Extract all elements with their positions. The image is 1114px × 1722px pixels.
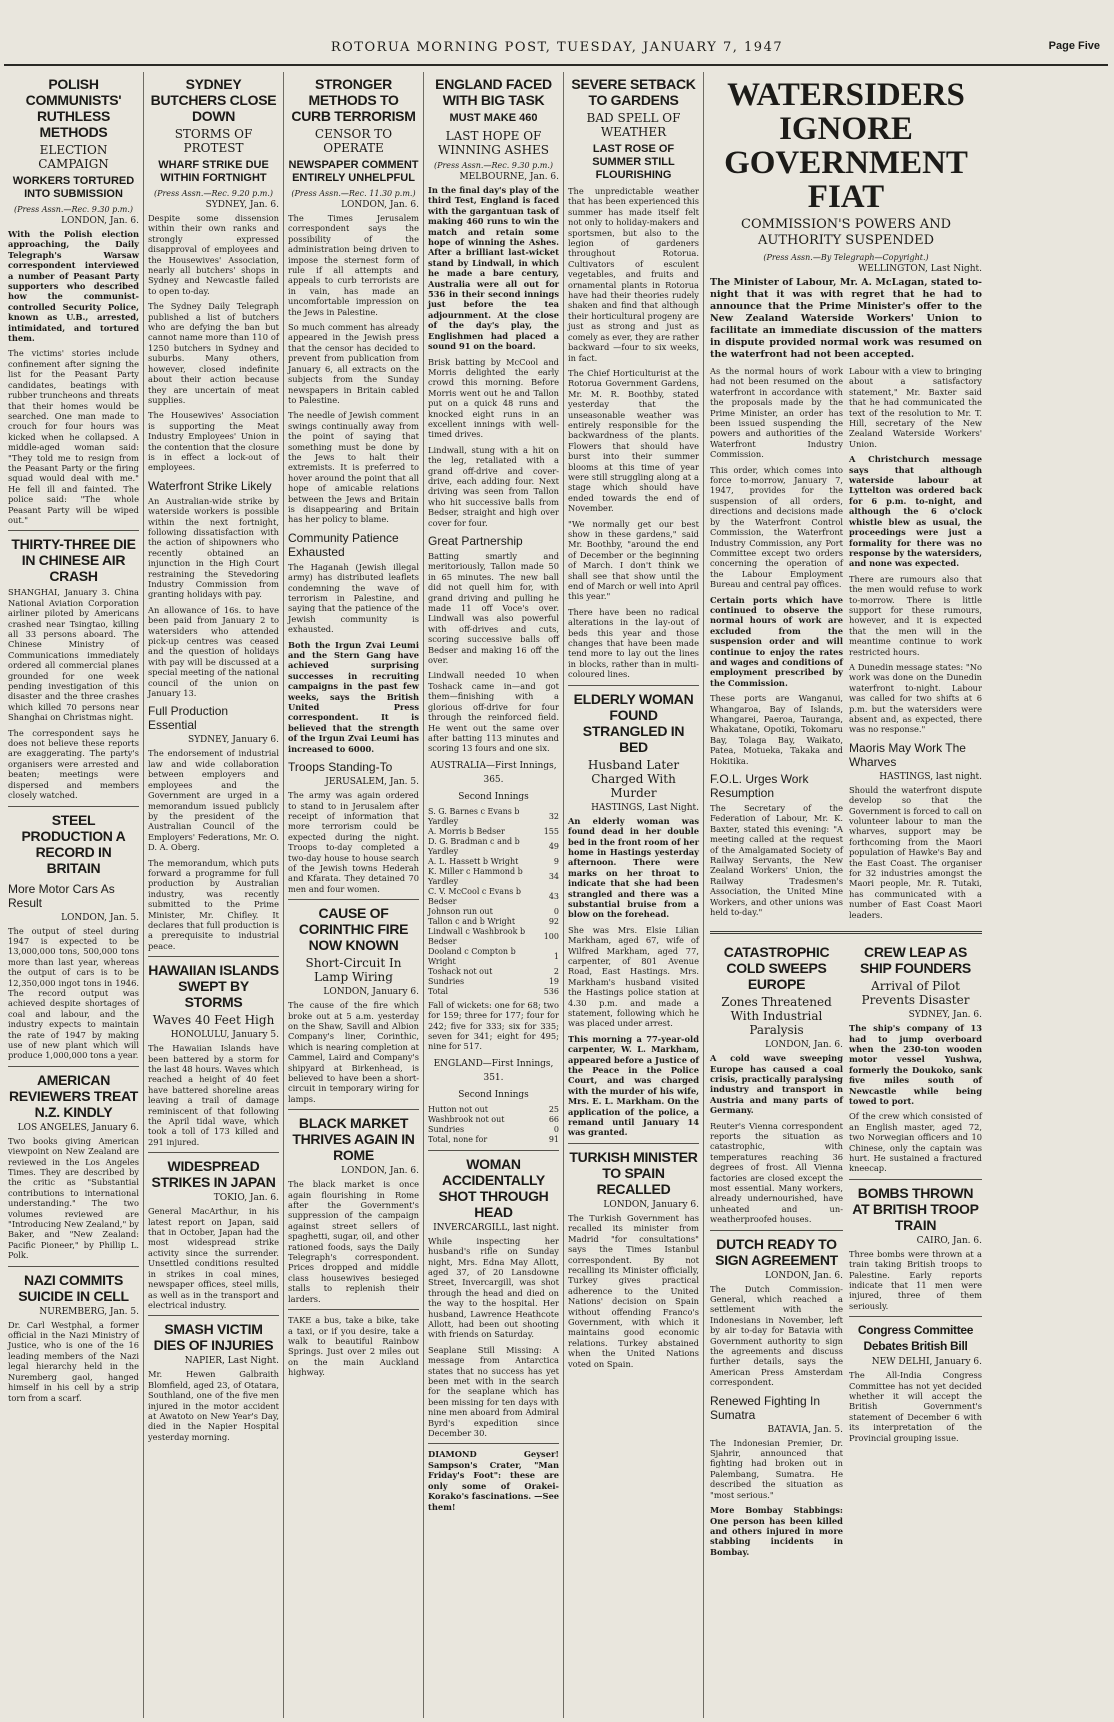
divider [8,530,139,531]
paragraph: The Hawaiian Islands have been battered by a storm for the last 48 hours. Waves which reached a height of 40 feet have battered shoreline areas leaving a trail of damage reminiscent of that following the April tidal wave, which took a toll of 173 killed and 291 injured. [148,1043,279,1147]
subhead: CENSOR TO OPERATE [314,127,393,155]
subcolumn-right [849,366,982,925]
score-row: S. G. Barnes c Evans b Yardley 32 [428,806,559,826]
headline-polish: POLISH COMMUNISTS' RUTHLESS METHODS [25,76,122,140]
dateline: MELBOURNE, Jan. 6. [459,172,559,182]
headline-butchers: SYDNEY BUTCHERS CLOSE DOWN [150,76,277,124]
paragraph: Fall of wickets: one for 68; two for 159; three for 177; four for 242; five for 333; six for 335; seven for 341; eight for 495; nine for 517. [428,999,559,1052]
divider [148,956,279,957]
paragraph: The memorandum, which puts forward a programme for full production by Australian industry, was recently submitted to the Prime Minister, Mr. Chifley. It declares that full production is a prerequisite to industrial peace. [148,857,279,951]
section-head: Great Partnership [428,534,523,548]
score-row: Dooland c Compton b Wright 1 [428,946,559,966]
headline-reviewers: AMERICAN REVIEWERS TREAT N.Z. KINDLY [8,1071,139,1120]
divider [849,1179,982,1180]
dateline: JERUSALEM, Jan. 5. [325,777,419,788]
column-4 [424,72,564,1718]
divider [148,1152,279,1153]
score-row: A. Morris b Bedser 155 [428,826,559,836]
score-row: A. L. Hassett b Wright 9 [428,856,559,866]
subhead: Short-Circuit In Lamp Wiring [305,956,402,985]
lead-paragraph: The Minister of Labour, Mr. A. McLagan, stated to-night that it was with regret that he had to announce that the Prime Minister's offer to the New Zealand Waterside Workers' Union to facilitate an immediate discussion of the matters in dispute provided normal work was resumed on the waterfront had not been accepted. [710,277,982,360]
paragraph: Labour with a view to bringing about a satisfactory statement," Mr. Baxter said that he had communicated the text of the resolution to Mr. T. Hill, secretary of the New Zealand Waterside Workers' Union. [849,366,982,449]
paragraph: These ports are Wanganui, Whangaroa, Bay of Islands, Whangarei, Paeroa, Tauranga, Whakatane, Opotiki, Tokomaru Bay, Tolaga Bay, Waikato, Patea, Motueka, Takaka and Hokitika. [710,693,843,766]
paragraph: The Haganah (Jewish illegal army) has distributed leaflets condemning the wave of terrorism in Palestine, and saying that the patience of the Jewish community is exhausted. [288,561,419,635]
divider [288,1109,419,1110]
divider [428,1150,559,1151]
dateline: LONDON, January 6. [603,1199,699,1210]
paragraph: The victims' stories include confinement after signing the list for the Peasant Party candidates, beatings with rubber truncheons and threats that their homes would be searched. One man made to crouch for four hours was kicked when he collapsed. A middle-aged woman said: "They told me to resign from the Peasant Party or the firing squad would deal with me." He fell ill and fainted. The police said: "The whole Peasant Party will be wiped out." [8,348,139,525]
scorecard-title: ENGLAND—First Innings, 351. [433,1058,554,1083]
paragraph: Despite some dissension within their own ranks and strongly expressed disapproval of employees and the Housewives' Association, nearly all butchers' shops in Sydney and Newcastle failed to open to-day. [148,213,279,296]
advert-rainbow-springs: TAKE a bus, take a bike, take a taxi, or if you desire, take a walk to beautiful Rainbow Springs. Just over 2 miles out on the main Auckland highway. [288,1315,419,1378]
paragraph: The Times Jerusalem correspondent says the possibility of the administration being driven to impose the sternest form of rule if all attempts and appeals to curb terrorists are in vain, has made an uncomfortable impression on the Jews in Palestine. [288,213,419,317]
score-row: D. G. Bradman c and b Yardley 49 [428,836,559,856]
subhead: Zones Threatened With Industrial Paralysis [721,995,832,1038]
paragraph: Lindwall needed 10 when Toshack came in—and got them—finishing with a glorious off-drive for four through the reinforced field. He went out the same over after batting 113 minutes and scoring 13 fours and one six. [428,670,559,754]
divider [288,1309,419,1310]
paragraph: The Sydney Daily Telegraph published a list of butchers who are defying the ban but cannot name more than 110 of 1250 butchers in Sydney and suburbs. Many others, however, closed indefinite about their action because they are uncertain of meat supplies. [148,301,279,405]
paragraph: The needle of Jewish comment swings continually away from the point of saying that something must be done by the Jews to halt their extremists. It is preferred to hover around the point that all hope of amicable relations between the Jews and Britain is disappearing and Britain has her policy to blame. [288,410,419,525]
columns [4,72,1108,1718]
subhead: Husband Later Charged With Murder [587,757,680,800]
paragraph: The Secretary of the Federation of Labour, Mr. K. Baxter, stated this evening: "A meeting called at the request of the Amalgamated Society of Railway Servants, the New Zealand Workers' Union, the Railway Tradesmen's Association, the United Mine Workers, and other unions was held to-day." [710,803,843,918]
paragraph: Two books giving American viewpoint on New Zealand are reviewed in the Los Angeles Times. They are described by the critic as "Substantial contributions to international understanding." The two volumes reviewed are "Introducing New Zealand," by Baker, and "New Zealand: Pacific Pioneer," by Phillip L. Polk. [8,1135,139,1261]
dateline: LONDON, Jan. 6. [341,200,419,210]
dek: NEWSPAPER COMMENT ENTIRELY UNHELPFUL [288,159,419,184]
dateline: HONOLULU, January 5. [170,1030,279,1041]
paragraph: An elderly woman was found dead in her double bed in the front room of her home in Hastings yesterday afternoon. There were marks on her throat to indicate that she had been strangled and there was a substantial bruise from a blow on the forehead. [568,815,699,920]
dek: MUST MAKE 460 [449,112,538,124]
paragraph: SHANGHAI, January 3. China National Aviation Corporation airliner piloted by Americans crashed near Tsingtao, killing all 33 persons aboard. The Chinese Ministry of Communications immediately ordered all commercial planes grounded for one week pending investigation of this disaster and the three crashes which killed 70 persons near Shanghai on Christmas night. [8,587,139,723]
divider [710,931,982,934]
headline-japan-strikes: WIDESPREAD STRIKES IN JAPAN [151,1158,276,1191]
paragraph: The Turkish Government has recalled its minister from Madrid "for consultations" says the Times Istanbul correspondent. By not recalling its Minister officially, Turkey gives practical adherence to the United Nations' decision on Spain without offending Franco's Government, with which it maintains good economic relations. Turkey abstained when the United Nations voted on Spain. [568,1212,699,1369]
subhead: Waves 40 Feet High [152,1013,275,1028]
advert-orakei-korako: DIAMOND Geyser! Sampson's Crater, "Man Friday's Foot": these are only some of Orakei-Korako's fascinations. —See them! [428,1449,559,1512]
dateline: NUREMBERG, Jan. 5. [39,1306,139,1317]
column-3 [284,72,424,1718]
paragraph: The output of steel during 1947 is expected to be 13,000,000 tons, 500,000 tons more than last year, whereas the output of cars is to be 12,350,000 ingot tons in 1946. The record output was achieved despite shortages of coal and labour, and the industry expects to maintain the rate of 1947 by making use of new plant which will produce 1,000,000 tons a year. [8,925,139,1061]
paragraph: There have been no radical alterations in the lay-out of beds this year and those changes that have been made tend more to lay out the lines in blocks, rather than in multi-coloured lines. [568,606,699,680]
two-column-body [710,366,982,925]
score-row: Johnson run out 0 [428,906,559,916]
headline-steel: STEEL PRODUCTION A RECORD IN BRITAIN [21,811,126,876]
dateline: CAIRO, Jan. 6. [916,1235,982,1246]
paragraph: In the final day's play of the third Test, England is faced with the gargantuan task of making 460 runs to win the match and retain some hope of winning the Ashes. After a brilliant last-wicket stand by Lindwall, in which he made a bare century, Australia were all out for 536 in their second innings just before the tea adjournment. At the close of the day's play, the Englishmen had placed a sound 91 on the board. [428,185,559,352]
subcolumn-right [849,940,982,1562]
headline-air-crash: THIRTY-THREE DIE IN CHINESE AIR CRASH [11,536,136,585]
headline-bombs: BOMBS THROWN AT BRITISH TROOP TRAIN [852,1184,979,1233]
paragraph: The black market is once again flourishing in Rome after the Government's suppression of the campaign against street sellers of spaghetti, sugar, oil, and other rationed foods, says the Daily Telegraph's correspondent. Prices dropped and middle class housewives besieged stalls to replenish their larders. [288,1179,419,1304]
score-row: Lindwall c Washbrook b Bedser 100 [428,926,559,946]
paragraph: Dr. Carl Westphal, a former official in the Nazi Ministry of Justice, who is one of the 16 leading members of the Nazi legal hierarchy held in the Nuremberg gaol, hanged himself in his cell by a strip torn from a scarf. [8,1319,139,1403]
paragraph: This morning a 77-year-old carpenter, W. L. Markham, appeared before a Justice of the Peace in the Police Court, and was charged with the murder of his wife, Mrs. E. L. Markham. On the application of the police, a remand until January 14 was granted. [568,1033,699,1138]
paragraph: A Dunedin message states: "No work was done on the Dunedin waterfront to-night. Labour was called for two shifts at 6 p.m. but the watersiders were absent and, as expected, there was no response." [849,661,982,735]
paragraph: Certain ports which have continued to observe the normal hours of work are excluded from the suspension order and will continue to enjoy the rates and wages and conditions of employment prescribed by the Commission. [710,594,843,688]
dateline: LOS ANGELES, January 6. [17,1122,139,1133]
dateline: SYDNEY, Jan. 6. [908,1010,982,1021]
section-head: Community Patience Exhausted [288,530,399,559]
scorecard-subtitle: Second Innings [458,791,529,802]
paragraph: While inspecting her husband's rifle on Sunday night, Mrs. Edna May Allott, aged 37, of 20 Lansdowne Street, Invercargill, was shot through the head and died on the way to the hospital. Her husband, Lawrence Heathcote Allott, had been out shooting with friends on Saturday. [428,1235,559,1340]
score-row: Sundries 0 [428,1124,559,1134]
column-5 [564,72,704,1718]
paragraph: An allowance of 16s. to have been paid from January 2 to watersiders who attended pick-up centres was ceased and the question of holidays with pay will be discussed at a special meeting of the national council of the union on January 13. [148,604,279,699]
dek: LAST ROSE OF SUMMER STILL FLOURISHING [592,143,675,181]
paragraph: The endorsement of industrial law and wide collaboration between employers and employees and the Government are urged in a memorandum issued publicly by the president of the Australian Council of the Employers' Federations, Mr. O. D. A. Oberg. [148,748,279,853]
scorecard-subtitle: Second Innings [458,1089,529,1100]
paragraph: Seaplane Still Missing: A message from Antarctica states that no success has yet been met with in the search for the seaplane which has been missing for ten days with nine men aboard from Admiral Byrd's expedition since December 30. [428,1344,559,1439]
headline-dutch: DUTCH READY TO SIGN AGREEMENT [715,1235,838,1268]
paragraph: Three bombs were thrown at a train taking British troops to Palestine. Early reports indicate that 11 men were injured, three of them seriously. [849,1248,982,1311]
subhead: Arrival of Pilot Prevents Disaster [861,979,970,1008]
paragraph: Should the waterfront dispute develop so that the Government is forced to call on volunteer labour to man the wharves, support may be forthcoming from the Maori population of Hawke's Bay and the East Coast. The organiser for 32 industries amongst the Maori people, Mr. R. Tutaki, has communicated with a number of East Coast Maori leaders. [849,784,982,920]
headline-hawaii: HAWAIIAN ISLANDS SWEPT BY STORMS [148,962,279,1011]
paragraph: So much comment has already appeared in the Jewish press that the censor has decided to prevent from publication from January 6, all extracts on the subjects from the Sunday newspapers in Britain cabled to Palestine. [288,322,419,405]
paragraph: A Christchurch message says that although waterside labour at Lyttelton was ordered back for 6 p.m. to-night, and although the 6 o'clock whistle blew as usual, the proceedings were just a formality for there was no response by the watersiders, and none was expected. [849,454,982,569]
credit: (Press Assn.—Rec. 11.30 p.m.) [291,189,416,198]
paragraph: As the normal hours of work had not been resumed on the waterfront in accordance with the proposals made by the Prime Minister, an order has been issued suspending the powers and authorities of the Waterfront Industry Commission. [710,366,843,460]
score-row: Sundries 19 [428,976,559,986]
paragraph: This order, which comes into force to-morrow, January 7, 1947, provides for the suspension of all orders, directions and decisions made by the Waterfront Control Commission, the Waterfront Industry Commission, any Port Committee except two orders concerning the operation of the Labour Employment Bureau and central pay offices. [710,464,843,590]
credit: (Press Assn.—By Telegraph—Copyright.) [763,253,929,262]
headline-corinthic: CAUSE OF CORINTHIC FIRE NOW KNOWN [298,905,409,954]
subhead: BAD SPELL OF WEATHER [586,111,681,139]
paragraph: "We normally get our best show in these gardens," said Mr. Boothby, "around the end of December or the beginning of March. I don't think we shall see that show until the end of March or well into April this year." [568,518,699,602]
paragraph: Brisk batting by McCool and Morris delighted the early crowd this morning. Before Morris went out he and Tallon put on a quick 48 runs and knocked eight runs in an excellent innings with well-timed drives. [428,356,559,440]
paragraph: More Bombay Stabbings: One person has been killed and others injured in more stabbing incidents in Bombay. [710,1505,843,1557]
divider [8,1066,139,1067]
column-6 [704,72,988,1718]
paragraph: The ship's company of 13 had to jump overboard when the 230-ton wooden motor vessel Yushwa, formerly the Doukoko, sank five miles south of Newcastle while being towed to port. [849,1023,982,1106]
dateline: WELLINGTON, Last Night. [857,264,982,274]
paragraph: The Indonesian Premier, Dr. Sjahrir, announced that fighting had broken out in Palembang, Sumatra. He described the situation as "most serious." [710,1437,843,1500]
section-head: Renewed Fighting In Sumatra [710,1393,821,1422]
score-row: Washbrook not out 66 [428,1114,559,1124]
divider [8,1266,139,1267]
subhead: ELECTION CAMPAIGN [38,143,109,171]
dek: WORKERS TORTURED INTO SUBMISSION [12,175,135,200]
paragraph: The correspondent says he does not believe these reports are exaggerating. The party's organisers were arrested and beaten; meetings were dispersed and members closely watched. [8,727,139,801]
paragraph: With the Polish election approaching, the Daily Telegraph's Warsaw correspondent interviewed a number of Peasant Party supporters who described how the communist-controlled Security Police, known as U.B., arrested, intimidated, and tortured them. [8,229,139,344]
two-column-lower [710,940,982,1562]
dateline: LONDON, Jan. 5. [61,912,139,923]
scorecard-title: AUSTRALIA—First Innings, 365. [430,760,557,785]
divider [849,1316,982,1317]
score-row: K. Miller c Hammond b Yardley 34 [428,866,559,886]
dateline: SYDNEY, Jan. 6. [205,200,279,210]
credit: (Press Assn.—Rec. 9.30 p.m.) [13,205,134,214]
headline-turkish-minister: TURKISH MINISTER TO SPAIN RECALLED [569,1148,698,1197]
headline-congress: Congress Committee Debates British Bill [857,1323,974,1354]
scorecard-australia [428,807,559,997]
dateline: SYDNEY, January 6. [187,735,279,746]
paragraph: Of the crew which consisted of an English master, aged 72, two Norwegian officers and 10 Chinese, only the captain was hurt. He sustained a fractured kneecap. [849,1111,982,1174]
paragraph: The unpredictable weather that has been experienced this summer has made itself felt not only to holiday-makers and sportsmen, but also to the legion of gardeners throughout Rotorua. Cultivators of esculent vegetables, and fruits and ornamental plants in Rotorua have had their theories rudely shaken and find that although their horticultural progeny are just as strong and just as comely as ever, they are rather backward —four to six weeks, in fact. [568,186,699,363]
column-2 [144,72,284,1718]
dek: WHARF STRIKE DUE WITHIN FORTNIGHT [158,159,269,184]
section-head: More Motor Cars As Result [8,881,115,910]
headline-black-market: BLACK MARKET THRIVES AGAIN IN ROME [292,1115,415,1164]
section-head: Maoris May Work The Wharves [849,740,966,769]
dateline: HASTINGS, Last Night. [591,802,699,813]
headline-strangled: ELDERLY WOMAN FOUND STRANGLED IN BED [573,690,694,755]
divider [568,685,699,686]
divider [288,899,419,900]
dateline: LONDON, Jan. 6. [341,1166,419,1177]
headline-watersiders: WATERSIDERS IGNORE GOVERNMENT FIAT [724,77,968,215]
subhead: COMMISSION'S POWERS AND AUTHORITY SUSPENDED [741,217,951,248]
paragraph: There are rumours also that the men would refuse to work to-morrow. There is little support for these rumours, however, and it is expected that the men will in the meantime continue to work restricted hours. [849,573,982,657]
section-head: F.O.L. Urges Work Resumption [710,772,809,801]
divider [710,1230,843,1231]
divider [148,1315,279,1316]
dateline: TOKIO, Jan. 6. [213,1193,279,1204]
paragraph: Lindwall, stung with a hit on the leg, retaliated with a grand off-drive and cover-drive, each adding four. Next driving was seen from Tallon who hit successive balls from Bedser, straight and high over cover for four. [428,444,559,528]
page-number: Page Five [1048,40,1100,52]
divider [8,806,139,807]
section-head: Troops Standing-To [288,760,393,775]
score-row-total: Total, none for 91 [428,1134,559,1144]
headline-terrorism: STRONGER METHODS TO CURB TERRORISM [291,76,416,124]
credit: (Press Assn.—Rec. 9.20 p.m.) [153,189,274,198]
subcolumn-left [710,366,843,925]
scorecard-england [428,1105,559,1145]
credit: (Press Assn.—Rec. 9.30 p.m.) [433,161,554,170]
headline-smash-victim: SMASH VICTIM DIES OF INJURIES [153,1321,274,1354]
paragraph: Both the Irgun Zvai Leumi and the Stern Gang have achieved surprising successes in recruiting campaigns in the past few weeks, says the British United Press correspondent. It is believed that the strength of the Irgun Zvai Leumi has increased to 6000. [288,639,419,754]
paragraph: The Housewives' Association is supporting the Meat Industry Employees' Union in the contention that the closure is in effect a lock-out of employees. [148,410,279,473]
dateline: NAPIER, Last Night. [184,1356,279,1367]
dateline: LONDON, Jan. 6. [61,216,139,226]
headline-woman-shot: WOMAN ACCIDENTALLY SHOT THROUGH HEAD [438,1155,549,1220]
subhead: LAST HOPE OF WINNING ASHES [437,129,550,157]
paragraph: Batting smartly and meritoriously, Tallon made 50 in 65 minutes. The new ball did not quell him for, with grand driving and pulling he made 11 off Voce's over. Lindwall was also powerful with off-drives and cuts, scoring successive balls off Bedser and making 16 off the over. [428,551,559,666]
column-1 [4,72,144,1718]
headline-cold-europe: CATASTROPHIC COLD SWEEPS EUROPE [723,944,830,993]
headline-gardens: SEVERE SETBACK TO GARDENS [571,76,696,108]
paragraph: Mr. Hewen Galbraith Blomfield, aged 23, of Otatara, Southland, one of the five men injured in the motor accident at Awatoto on New Year's Day, died in the Napier Hospital yesterday morning. [148,1369,279,1442]
dateline: HASTINGS, last night. [879,771,982,782]
score-row: Toshack not out 2 [428,966,559,976]
divider [568,1143,699,1144]
dateline: NEW DELHI, January 6. [871,1357,982,1368]
paragraph: An Australian-wide strike by waterside workers is possible within the next fortnight, following dissatisfaction with the action of shipowners who recently obtained an injunction in the High Court restraining the Stevedoring Industry Commission from granting holidays with pay. [148,495,279,600]
section-head: Waterfront Strike Likely [148,478,272,493]
score-row-total: Total 536 [428,986,559,996]
dateline: LONDON, Jan. 6. [765,1040,843,1051]
paragraph: A cold wave sweeping Europe has caused a coal crisis, practically paralysing industry and transport in Austria and many parts of Germany. [710,1053,843,1116]
paragraph: The All-India Congress Committee has not yet decided whether it will accept the British Government's statement of December 6 with its interpretation of the Provincial grouping issue. [849,1370,982,1443]
masthead [0,40,1114,62]
paragraph: She was Mrs. Elsie Lilian Markham, aged 67, wife of Wilfred Markham, aged 77, carpenter, of 801 Avenue Road, East Hastings. Mrs. Markham's husband visited the Hastings police station at 4.30 p.m. and made a statement, following which he was placed under arrest. [568,924,699,1029]
score-row: C. V. McCool c Evans b Bedser 43 [428,886,559,906]
paragraph: The cause of the fire which broke out at 5 a.m. yesterday on the Shaw, Savill and Albion Company's liner, Corinthic, which is nearing completion at Cammel, Laird and Company's shipyard at Birkenhead, is believed to have been a short-circuit in temporary wiring for lamps. [288,1000,419,1104]
score-row: Hutton not out 25 [428,1104,559,1114]
paragraph: Reuter's Vienna correspondent reports the situation as catastrophic, with temperatures reaching 36 degrees of frost. All Vienna factories are closed except the most essential. Many workers, already undernourished, have unheated and un-weatherproofed houses. [710,1120,843,1225]
masthead-title: ROTORUA MORNING POST, TUESDAY, JANUARY 7, 1947 [330,40,784,55]
paragraph: General MacArthur, in his latest report on Japan, said that in October, Japan had the most widespread strike activity since the surrender. Unsettled conditions resulted in strikes in coal mines, newspaper offices, steel mills, as well as in the transport and electrical industry. [148,1206,279,1310]
masthead-rule [4,64,1108,66]
dateline: INVERCARGILL, last night. [433,1222,559,1233]
headline-crew-leap: CREW LEAP AS SHIP FOUNDERS [860,944,971,977]
paragraph: The army was again ordered to stand to in Jerusalem after receipt of information that more terrorism could be expected during the night. Troops to-day completed a two-day house to house search of the Jewish towns Hederah and Kfarata. They detained 70 men and four women. [288,790,419,894]
subcolumn-left [710,940,843,1562]
headline-england: ENGLAND FACED WITH BIG TASK [435,76,552,108]
paragraph: The Dutch Commission-General, which reached a settlement with the Indonesians in November, left by air to-day for Batavia with Government authority to sign the agreements and discuss further details, says the American Press Amsterdam correspondent. [710,1283,843,1388]
dateline: LONDON, January 6. [323,987,419,998]
section-head: Full Production Essential [148,704,229,733]
headline-nazi-suicide: NAZI COMMITS SUICIDE IN CELL [18,1271,129,1304]
score-row: Tallon c and b Wright 92 [428,916,559,926]
subhead: STORMS OF PROTEST [174,127,253,155]
divider [428,1443,559,1444]
dateline: LONDON, Jan. 6. [765,1270,843,1281]
paragraph: The Chief Horticulturist at the Rotorua Government Gardens, Mr. M. R. Boothby, stated yesterday that the unseasonable weather was entirely responsible for the backwardness of the plants. Flowers that should have burst into their summer blooms at this time of year were still struggling along at a stage which should have ended towards the end of November. [568,367,699,514]
dateline: BATAVIA, Jan. 5. [767,1424,843,1435]
